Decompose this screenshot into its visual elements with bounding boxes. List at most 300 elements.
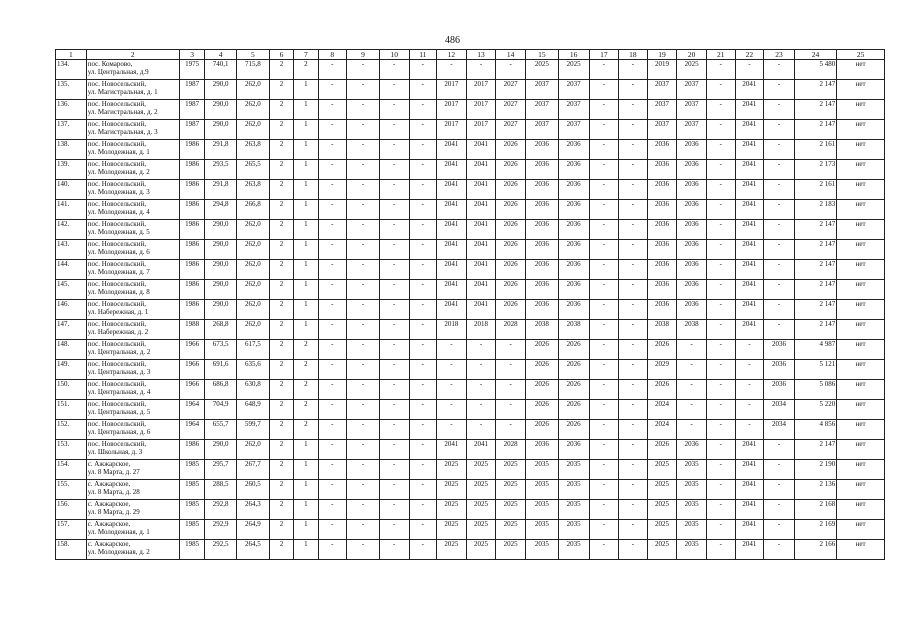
data-cell: 1 — [294, 180, 318, 200]
data-cell: - — [619, 420, 648, 440]
data-cell: 2 — [269, 180, 293, 200]
data-cell: 2041 — [466, 200, 496, 220]
data-cell: - — [677, 360, 707, 380]
address-cell: пос. Новосельский, ул. Набережная, д. 1 — [86, 300, 179, 320]
column-header: 21 — [707, 50, 736, 60]
data-cell: - — [589, 320, 619, 340]
data-cell: - — [619, 260, 648, 280]
data-cell: - — [347, 500, 380, 520]
data-cell: - — [619, 540, 648, 560]
data-cell: - — [589, 220, 619, 240]
value-cell: 5 480 — [794, 60, 836, 80]
data-cell: 2025 — [525, 60, 558, 80]
data-cell: - — [318, 520, 347, 540]
data-cell: 293,5 — [205, 160, 237, 180]
data-cell: - — [409, 320, 437, 340]
data-cell: - — [589, 100, 619, 120]
data-cell: 2018 — [466, 320, 496, 340]
data-cell: 2035 — [558, 480, 589, 500]
data-cell: - — [764, 320, 795, 340]
data-cell: - — [409, 220, 437, 240]
data-cell: нет — [837, 240, 885, 260]
data-cell: - — [318, 140, 347, 160]
table-row — [56, 480, 885, 500]
value-cell: 2 169 — [794, 520, 836, 540]
data-cell: 2025 — [558, 60, 589, 80]
data-cell: - — [347, 160, 380, 180]
data-cell: - — [589, 460, 619, 480]
data-cell: 2037 — [677, 100, 707, 120]
data-cell: 2036 — [558, 200, 589, 220]
data-cell: 2 — [269, 160, 293, 180]
data-cell: - — [707, 440, 736, 460]
data-cell: 2041 — [437, 300, 467, 320]
data-cell: нет — [837, 140, 885, 160]
data-cell: 2026 — [496, 140, 526, 160]
data-cell: - — [379, 280, 409, 300]
address-cell: с. Ажжарское, ул. 8 Марта, д. 27 — [86, 460, 179, 480]
data-cell: 2035 — [558, 500, 589, 520]
data-cell: 2017 — [437, 80, 467, 100]
data-cell: - — [409, 100, 437, 120]
data-cell: - — [589, 380, 619, 400]
data-cell: - — [409, 200, 437, 220]
data-cell: - — [409, 360, 437, 380]
address-cell: с. Ажжарское, ул. 8 Марта, д. 29 — [86, 500, 179, 520]
data-cell: - — [707, 500, 736, 520]
data-cell: 2026 — [496, 280, 526, 300]
data-cell: 2026 — [525, 360, 558, 380]
data-cell: 2041 — [437, 140, 467, 160]
data-cell: - — [379, 200, 409, 220]
data-cell: - — [496, 340, 526, 360]
data-cell: 1985 — [179, 520, 204, 540]
data-cell: 2026 — [558, 340, 589, 360]
data-cell: - — [496, 400, 526, 420]
data-cell: - — [707, 320, 736, 340]
value-cell: 2 147 — [794, 240, 836, 260]
data-cell: 2 — [269, 320, 293, 340]
data-cell: 2041 — [735, 520, 764, 540]
address-cell: пос. Новосельский, ул. Центральная, д. 6 — [86, 420, 179, 440]
data-cell: - — [589, 360, 619, 380]
row-number-cell: 143. — [56, 240, 87, 260]
data-cell: - — [619, 360, 648, 380]
data-cell: - — [735, 420, 764, 440]
data-cell: 2026 — [525, 400, 558, 420]
data-cell: 2035 — [558, 520, 589, 540]
data-cell: - — [379, 260, 409, 280]
data-cell: 2025 — [647, 480, 677, 500]
data-cell: 2036 — [764, 380, 795, 400]
row-number-cell: 139. — [56, 160, 87, 180]
data-cell: - — [707, 360, 736, 380]
data-cell: 290,0 — [205, 240, 237, 260]
data-cell: - — [619, 320, 648, 340]
data-cell: 2026 — [558, 420, 589, 440]
data-cell: 2041 — [437, 440, 467, 460]
data-cell: 2038 — [525, 320, 558, 340]
data-cell: 2041 — [735, 460, 764, 480]
data-cell: 2041 — [437, 240, 467, 260]
column-header: 23 — [764, 50, 795, 60]
data-cell: 2025 — [466, 480, 496, 500]
data-cell: - — [764, 240, 795, 260]
data-cell: 2038 — [558, 320, 589, 340]
data-cell: 2037 — [647, 120, 677, 140]
data-cell: - — [347, 200, 380, 220]
value-cell: 2 168 — [794, 500, 836, 520]
data-cell: 262,0 — [237, 260, 270, 280]
data-cell: 2041 — [437, 180, 467, 200]
data-cell: - — [589, 180, 619, 200]
data-cell: 292,8 — [205, 500, 237, 520]
table-row — [56, 100, 885, 120]
column-header: 20 — [677, 50, 707, 60]
data-cell: 2025 — [647, 540, 677, 560]
data-cell: 2 — [269, 100, 293, 120]
data-cell: - — [347, 240, 380, 260]
value-cell: 2 147 — [794, 80, 836, 100]
data-cell: - — [619, 240, 648, 260]
data-cell: 2025 — [437, 540, 467, 560]
data-cell: 2026 — [558, 360, 589, 380]
data-cell: 630,8 — [237, 380, 270, 400]
data-cell: нет — [837, 480, 885, 500]
data-cell: 2041 — [735, 320, 764, 340]
data-cell: - — [735, 360, 764, 380]
data-cell: 2036 — [558, 260, 589, 280]
data-cell: 1 — [294, 200, 318, 220]
data-cell: - — [318, 240, 347, 260]
data-cell: - — [619, 380, 648, 400]
data-cell: - — [318, 300, 347, 320]
data-cell: 2035 — [677, 460, 707, 480]
column-header: 4 — [205, 50, 237, 60]
address-cell: пос. Новосельский, ул. Молодежная, д. 2 — [86, 160, 179, 180]
data-cell: 2041 — [466, 220, 496, 240]
data-cell: 2034 — [764, 400, 795, 420]
data-cell: - — [318, 120, 347, 140]
data-cell: - — [764, 80, 795, 100]
data-cell: 2 — [294, 400, 318, 420]
data-cell: - — [409, 160, 437, 180]
data-cell: - — [619, 520, 648, 540]
data-cell: 2041 — [735, 80, 764, 100]
column-header: 1 — [56, 50, 87, 60]
data-cell: 2036 — [525, 300, 558, 320]
data-cell: - — [379, 360, 409, 380]
data-cell: - — [409, 420, 437, 440]
table-row — [56, 220, 885, 240]
data-cell: - — [707, 480, 736, 500]
data-cell: 2036 — [647, 200, 677, 220]
data-cell: 2 — [269, 400, 293, 420]
data-cell: нет — [837, 340, 885, 360]
column-number-header — [56, 50, 885, 60]
data-cell: - — [677, 380, 707, 400]
data-cell: - — [764, 120, 795, 140]
data-cell: 2041 — [735, 140, 764, 160]
data-cell: 1 — [294, 460, 318, 480]
value-cell: 2 147 — [794, 260, 836, 280]
data-cell: 2026 — [496, 200, 526, 220]
data-cell: - — [318, 340, 347, 360]
row-number-cell: 142. — [56, 220, 87, 240]
data-cell: нет — [837, 380, 885, 400]
row-number-cell: 149. — [56, 360, 87, 380]
data-cell: - — [379, 160, 409, 180]
table-row — [56, 80, 885, 100]
data-cell: 1 — [294, 300, 318, 320]
data-cell: 2 — [269, 460, 293, 480]
row-number-cell: 135. — [56, 80, 87, 100]
data-cell: - — [409, 480, 437, 500]
data-cell: 2 — [269, 440, 293, 460]
address-cell: пос. Новосельский, ул. Молодежная, д. 7 — [86, 260, 179, 280]
data-cell: 262,0 — [237, 220, 270, 240]
data-cell: - — [677, 340, 707, 360]
value-cell: 2 161 — [794, 140, 836, 160]
column-header: 17 — [589, 50, 619, 60]
data-cell: - — [764, 500, 795, 520]
data-cell: 2041 — [735, 440, 764, 460]
page-number: 486 — [445, 35, 460, 46]
data-cell: 1964 — [179, 420, 204, 440]
column-header: 14 — [496, 50, 526, 60]
column-header: 22 — [735, 50, 764, 60]
data-cell: 2041 — [437, 260, 467, 280]
data-cell: 262,0 — [237, 320, 270, 340]
data-cell: 263,8 — [237, 180, 270, 200]
data-cell: 2037 — [525, 80, 558, 100]
data-cell: - — [764, 540, 795, 560]
data-cell: - — [677, 420, 707, 440]
table-row — [56, 180, 885, 200]
data-cell: нет — [837, 540, 885, 560]
data-cell: 1975 — [179, 60, 204, 80]
data-cell: - — [347, 340, 380, 360]
data-cell: - — [619, 200, 648, 220]
data-cell: 2041 — [466, 440, 496, 460]
data-cell: - — [496, 380, 526, 400]
data-cell: 1988 — [179, 320, 204, 340]
data-cell: 266,8 — [237, 200, 270, 220]
data-cell: 263,8 — [237, 140, 270, 160]
data-cell: - — [437, 400, 467, 420]
data-cell: нет — [837, 440, 885, 460]
data-cell: - — [437, 380, 467, 400]
data-cell: 2 — [269, 60, 293, 80]
data-cell: 295,7 — [205, 460, 237, 480]
data-cell: 2026 — [647, 440, 677, 460]
data-cell: 2036 — [764, 340, 795, 360]
data-cell: 2036 — [558, 240, 589, 260]
data-cell: 2035 — [525, 540, 558, 560]
data-cell: - — [347, 540, 380, 560]
data-cell: - — [409, 180, 437, 200]
data-cell: 617,5 — [237, 340, 270, 360]
data-cell: 691,6 — [205, 360, 237, 380]
data-cell: - — [409, 260, 437, 280]
data-cell: - — [707, 340, 736, 360]
column-header: 7 — [294, 50, 318, 60]
value-cell: 5 220 — [794, 400, 836, 420]
data-cell: 2024 — [647, 420, 677, 440]
data-cell: 262,0 — [237, 440, 270, 460]
data-cell: 2036 — [677, 160, 707, 180]
data-cell: - — [379, 460, 409, 480]
data-cell: 2036 — [677, 440, 707, 460]
data-cell: 290,0 — [205, 80, 237, 100]
table-row — [56, 140, 885, 160]
data-cell: 2036 — [677, 260, 707, 280]
data-cell: нет — [837, 420, 885, 440]
table-row — [56, 500, 885, 520]
data-cell: - — [707, 120, 736, 140]
data-cell: - — [619, 460, 648, 480]
row-number-cell: 144. — [56, 260, 87, 280]
data-cell: 2036 — [525, 260, 558, 280]
data-cell: - — [707, 80, 736, 100]
data-cell: - — [496, 60, 526, 80]
row-number-cell: 155. — [56, 480, 87, 500]
data-cell: - — [379, 220, 409, 240]
column-header: 6 — [269, 50, 293, 60]
data-cell: - — [466, 400, 496, 420]
data-cell: 2037 — [647, 80, 677, 100]
table-row — [56, 120, 885, 140]
data-cell: - — [764, 440, 795, 460]
data-cell: - — [589, 440, 619, 460]
data-cell: - — [764, 480, 795, 500]
data-cell: 2028 — [496, 320, 526, 340]
data-cell: - — [318, 60, 347, 80]
data-cell: - — [347, 380, 380, 400]
data-cell: 2025 — [466, 500, 496, 520]
data-cell: 262,0 — [237, 100, 270, 120]
data-cell: - — [347, 520, 380, 540]
data-cell: 2025 — [466, 520, 496, 540]
data-cell: - — [707, 260, 736, 280]
data-cell: - — [379, 120, 409, 140]
data-cell: 1 — [294, 80, 318, 100]
data-cell: 292,5 — [205, 540, 237, 560]
data-cell: 267,7 — [237, 460, 270, 480]
data-cell: - — [409, 460, 437, 480]
data-cell: - — [707, 460, 736, 480]
data-cell: - — [707, 300, 736, 320]
data-cell: - — [764, 60, 795, 80]
data-cell: 264,3 — [237, 500, 270, 520]
data-cell: - — [619, 300, 648, 320]
value-cell: 2 147 — [794, 320, 836, 340]
data-cell: 2 — [269, 520, 293, 540]
data-cell: - — [409, 400, 437, 420]
data-cell: - — [707, 280, 736, 300]
data-cell: - — [409, 440, 437, 460]
data-cell: 1986 — [179, 240, 204, 260]
data-cell: нет — [837, 280, 885, 300]
data-cell: нет — [837, 160, 885, 180]
data-cell: 1985 — [179, 460, 204, 480]
column-header: 13 — [466, 50, 496, 60]
data-cell: 1964 — [179, 400, 204, 420]
data-cell: 2036 — [525, 200, 558, 220]
row-number-cell: 150. — [56, 380, 87, 400]
row-number-cell: 158. — [56, 540, 87, 560]
data-cell: 2035 — [677, 500, 707, 520]
data-cell: 2025 — [466, 540, 496, 560]
data-cell: 2036 — [647, 260, 677, 280]
data-cell: - — [589, 340, 619, 360]
data-cell: 2041 — [437, 280, 467, 300]
data-cell: 2036 — [558, 300, 589, 320]
data-cell: 2027 — [496, 80, 526, 100]
table-row — [56, 160, 885, 180]
data-cell: 2 — [269, 200, 293, 220]
address-cell: с. Ажжарское, ул. Молодежная, д. 1 — [86, 520, 179, 540]
data-cell: 2019 — [647, 60, 677, 80]
value-cell: 2 190 — [794, 460, 836, 480]
data-cell: - — [347, 320, 380, 340]
data-cell: 1 — [294, 500, 318, 520]
housing-register-table — [55, 49, 885, 560]
data-cell: 2017 — [466, 100, 496, 120]
data-cell: 2 — [269, 120, 293, 140]
data-cell: 2041 — [735, 220, 764, 240]
data-cell: 2 — [294, 360, 318, 380]
data-cell: - — [379, 500, 409, 520]
data-cell: 2017 — [437, 120, 467, 140]
data-cell: 2035 — [525, 460, 558, 480]
data-cell: 2 — [269, 220, 293, 240]
data-cell: 2036 — [677, 300, 707, 320]
data-cell: 2 — [269, 340, 293, 360]
data-cell: 2035 — [677, 480, 707, 500]
data-cell: 1 — [294, 140, 318, 160]
data-cell: - — [347, 80, 380, 100]
data-cell: - — [409, 520, 437, 540]
data-cell: 1966 — [179, 360, 204, 380]
data-cell: 2026 — [496, 300, 526, 320]
data-cell: - — [707, 380, 736, 400]
data-cell: 2041 — [735, 280, 764, 300]
data-cell: 1986 — [179, 260, 204, 280]
data-cell: 2036 — [677, 200, 707, 220]
data-cell: - — [347, 460, 380, 480]
data-cell: - — [764, 220, 795, 240]
data-cell: - — [347, 420, 380, 440]
data-cell: - — [764, 200, 795, 220]
data-cell: - — [409, 500, 437, 520]
data-cell: 2 — [294, 380, 318, 400]
row-number-cell: 145. — [56, 280, 87, 300]
data-cell: 2025 — [496, 500, 526, 520]
data-cell: - — [735, 400, 764, 420]
data-cell: 2 — [294, 60, 318, 80]
data-cell: 2 — [294, 340, 318, 360]
data-cell: - — [707, 180, 736, 200]
data-cell: - — [318, 500, 347, 520]
data-cell: нет — [837, 220, 885, 240]
data-cell: 2041 — [466, 160, 496, 180]
address-cell: пос. Новосельский, ул. Школьная, д. 3 — [86, 440, 179, 460]
data-cell: 290,0 — [205, 100, 237, 120]
column-header: 2 — [86, 50, 179, 60]
address-cell: с. Ажжарское, ул. Молодежная, д. 2 — [86, 540, 179, 560]
data-cell: 2041 — [735, 540, 764, 560]
